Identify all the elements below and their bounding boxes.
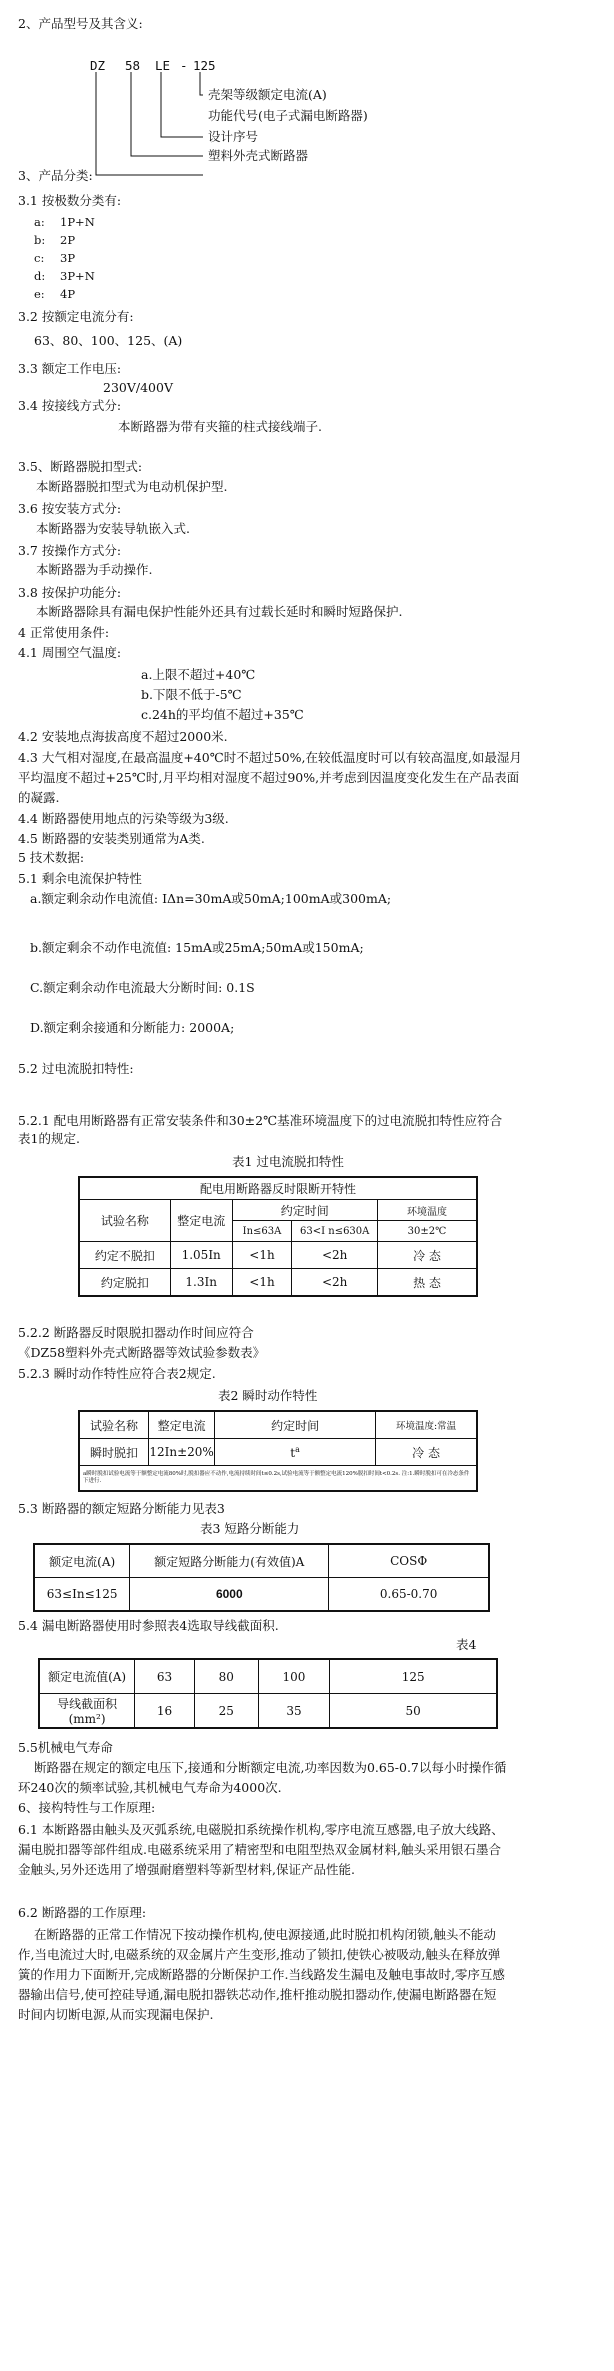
table3-caption: 表3 短路分断能力 (200, 1521, 300, 1536)
table1-r1-ta: <1h (232, 1242, 292, 1269)
table3-r1-cos: 0.65-0.70 (329, 1578, 489, 1612)
table1-r2-state: 热 态 (378, 1269, 478, 1297)
model-part-dz: DZ (90, 58, 106, 73)
table1-r1-name: 约定不脱扣 (79, 1242, 170, 1269)
pole-key-c: c: (34, 251, 45, 265)
pole-key-a: a: (34, 215, 45, 229)
s36-title: 3.6 按安装方式分: (18, 501, 122, 516)
table2-r1-name: 瞬时脱扣 (79, 1439, 149, 1466)
table2-caption: 表2 瞬时动作特性 (218, 1388, 318, 1403)
table-row (79, 1269, 477, 1297)
s32-body: 63、80、100、125、(A) (34, 333, 183, 348)
s53-text: 5.3 断路器的额定短路分断能力见表3 (18, 1501, 225, 1516)
model-part-58: 58 (125, 58, 141, 73)
table2-col-test: 试验名称 (79, 1411, 149, 1439)
table3-r1-capacity: 6000 (130, 1578, 329, 1612)
table1-r2-cur: 1.3In (170, 1269, 232, 1297)
table2-time-footnote-mark: a (295, 1444, 300, 1454)
s51-title: 5.1 剩余电流保护特性 (18, 871, 142, 886)
s522-text: 5.2.2 断路器反时限脱扣器动作时间应符合 (18, 1325, 254, 1340)
table1-r1-state: 冷 态 (378, 1242, 478, 1269)
table4-area-25: 25 (194, 1694, 258, 1729)
table2-r1-time (215, 1439, 376, 1466)
model-legend-design-number: 设计序号 (208, 129, 259, 144)
table1-sub-b: 63<I n≤630A (292, 1221, 378, 1242)
table2-col-current: 整定电流 (149, 1411, 215, 1439)
pole-value-a: 1P+N (60, 215, 95, 229)
s55-line-2: 环240次的频率试验,其机械电气寿命为4000次. (18, 1780, 282, 1795)
section-6-heading: 6、接构特性与工作原理: (18, 1800, 156, 1815)
table4-area-35: 35 (258, 1694, 330, 1729)
s33-body: 230V/400V (103, 380, 173, 395)
pole-value-c: 3P (60, 251, 76, 265)
table2-col-time: 约定时间 (215, 1411, 376, 1439)
model-part-dash: - (180, 58, 188, 73)
table1-col-current: 整定电流 (170, 1200, 232, 1242)
table1 (78, 1176, 478, 1297)
temp-upper-limit: a.上限不超过+40℃ (141, 667, 256, 682)
s37-title: 3.7 按操作方式分: (18, 543, 122, 558)
table1-r2-tb: <2h (292, 1269, 378, 1297)
section-5-heading: 5 技术数据: (18, 850, 85, 865)
s43-line-2: 平均温度不超过+25℃时,月平均相对湿度不超过90%,并考虑到因温度变化发生在产品表面 (18, 770, 520, 785)
table4-caption: 表4 (456, 1637, 477, 1652)
s521-line-1: 5.2.1 配电用断路器有正常安装条件和30±2℃基准环境温度下的过电流脱扣特性应符合 (18, 1113, 503, 1128)
s51c-text: C.额定剩余动作电流最大分断时间: 0.1S (30, 980, 255, 995)
model-part-le: LE (155, 58, 171, 73)
s43-line-1: 4.3 大气相对湿度,在最高温度+40℃时不超过50%,在较低温度时可以有较高温度,如最湿月 (18, 750, 522, 765)
pole-key-b: b: (34, 233, 46, 247)
s41-title: 4.1 周围空气温度: (18, 645, 122, 660)
table-row (34, 1578, 489, 1612)
table4-area-50: 50 (330, 1694, 497, 1729)
s32-title: 3.2 按额定电流分有: (18, 309, 134, 324)
table2 (78, 1410, 478, 1492)
s51a-text: a.额定剩余动作电流值: IΔn=30mA或50mA;100mA或300mA; (30, 891, 392, 906)
s38-title: 3.8 按保护功能分: (18, 585, 122, 600)
table-row (79, 1242, 477, 1269)
table4 (38, 1658, 498, 1729)
s51b-text: b.额定剩余不动作电流值: 15mA或25mA;50mA或150mA; (30, 940, 364, 955)
table3-head-cos: COSΦ (329, 1544, 489, 1578)
table2-r1-state: 冷 态 (376, 1439, 477, 1466)
table4-current-100: 100 (258, 1659, 330, 1694)
pole-value-d: 3P+N (60, 269, 95, 283)
s34-title: 3.4 按接线方式分: (18, 398, 122, 413)
s62-line-4: 器输出信号,使可控硅导通,漏电脱扣器铁芯动作,推杆推动脱扣器动作,使漏电断路器在短 (18, 1987, 497, 2002)
table1-sub-env: 30±2℃ (378, 1221, 478, 1242)
table-row (39, 1659, 497, 1694)
model-part-125: 125 (193, 58, 216, 73)
s62-line-1: 在断路器的正常工作情况下按动操作机构,使电源接通,此时脱扣机构闭锁,触头不能动 (34, 1927, 496, 1942)
s61-line-1: 6.1 本断路器由触头及灭弧系统,电磁脱扣系统操作机构,零序电流互感器,电子放大线路、 (18, 1822, 504, 1837)
table1-r2-name: 约定脱扣 (79, 1269, 170, 1297)
s33-title: 3.3 额定工作电压: (18, 361, 122, 376)
table1-r1-cur: 1.05In (170, 1242, 232, 1269)
s61-line-2: 漏电脱扣器等部件组成.电磁系统采用了精密型和电阻型热双金属材料,触头采用银石墨合 (18, 1842, 501, 1857)
table1-r1-tb: <2h (292, 1242, 378, 1269)
model-legend-rated-current: 壳架等级额定电流(A) (208, 87, 327, 102)
s44-text: 4.4 断路器使用地点的污染等级为3级. (18, 811, 229, 826)
table1-caption: 表1 过电流脱扣特性 (232, 1154, 344, 1169)
section-2-heading: 2、产品型号及其含义: (18, 16, 143, 31)
s62-title: 6.2 断路器的工作原理: (18, 1905, 147, 1920)
section-3-heading: 3、产品分类: (18, 168, 93, 183)
s45-text: 4.5 断路器的安装类别通常为A类. (18, 831, 205, 846)
s55-title: 5.5机械电气寿命 (18, 1740, 113, 1755)
pole-key-d: d: (34, 269, 46, 283)
pole-value-b: 2P (60, 233, 76, 247)
s52-title: 5.2 过电流脱扣特性: (18, 1061, 134, 1076)
section-4-heading: 4 正常使用条件: (18, 625, 110, 640)
s54-text: 5.4 漏电断路器使用时参照表4选取导线截面积. (18, 1618, 279, 1633)
table1-sub-a: In≤63A (232, 1221, 292, 1242)
s37-body: 本断路器为手动操作. (36, 562, 153, 577)
s62-line-5: 时间内切断电源,从而实现漏电保护. (18, 2007, 214, 2022)
table1-head-title: 配电用断路器反时限断开特性 (79, 1177, 477, 1200)
table2-footnote: a瞬时脱扣试验电流等于额整定电流80%时,脱扣器应不动作,电流持续时间t≤0.2s,试验电流等于额整定电流120%脱扣时间t<0.2s. 注:1.瞬时脱扣可在冷态条件下进行. (79, 1466, 477, 1492)
table4-area-16: 16 (135, 1694, 195, 1729)
s522-doc-title: 《DZ58塑料外壳式断路器等效试验参数表》 (18, 1345, 266, 1360)
temp-lower-limit: b.下限不低于-5℃ (141, 687, 242, 702)
model-legend-function-code: 功能代号(电子式漏电断路器) (208, 108, 368, 123)
table3-head-capacity: 额定短路分断能力(有效值)A (130, 1544, 329, 1578)
s523-text: 5.2.3 瞬时动作特性应符合表2规定. (18, 1366, 216, 1381)
model-legend-mccb: 塑料外壳式断路器 (208, 148, 309, 163)
table2-col-env: 环境温度:常温 (376, 1411, 477, 1439)
table4-label-area: 导线截面积 (mm²) (39, 1694, 135, 1729)
s51d-text: D.额定剩余接通和分断能力: 2000A; (30, 1020, 235, 1035)
table3 (33, 1543, 490, 1612)
s36-body: 本断路器为安装导轨嵌入式. (36, 521, 190, 536)
pole-key-e: e: (34, 287, 45, 301)
table-row (39, 1694, 497, 1729)
table1-col-test: 试验名称 (79, 1200, 170, 1242)
table4-current-125: 125 (330, 1659, 497, 1694)
s62-line-2: 作,当电流过大时,电磁系统的双金属片产生变形,推动了锁扣,使铁心被吸动,触头在释放弹 (18, 1947, 501, 1962)
s55-line-1: 断路器在规定的额定电压下,接通和分断额定电流,功率因数为0.65-0.7以每小时操作循 (34, 1760, 507, 1775)
s521-line-2: 表1的规定. (18, 1131, 80, 1146)
s35-body: 本断路器脱扣型式为电动机保护型. (36, 479, 228, 494)
table2-time-symbol: t (290, 1445, 296, 1460)
table4-label-current: 额定电流值(A) (39, 1659, 135, 1694)
table4-current-80: 80 (194, 1659, 258, 1694)
s35-title: 3.5、断路器脱扣型式: (18, 459, 143, 474)
table4-current-63: 63 (135, 1659, 195, 1694)
table1-r2-ta: <1h (232, 1269, 292, 1297)
table-row (79, 1439, 477, 1466)
table2-r1-cur: 12In±20% (149, 1439, 215, 1466)
s42-text: 4.2 安装地点海拔高度不超过2000米. (18, 729, 228, 744)
temp-24h-average: c.24h的平均值不超过+35℃ (141, 707, 304, 722)
s38-body: 本断路器除具有漏电保护性能外还具有过载长延时和瞬时短路保护. (36, 604, 403, 619)
s43-line-3: 的凝露. (18, 790, 60, 805)
table1-col-env: 环境温度 (378, 1200, 478, 1221)
s62-line-3: 簧的作用力下面断开,完成断路器的分断保护工作.当线路发生漏电及触电事故时,零序互感 (18, 1967, 505, 1982)
pole-value-e: 4P (60, 287, 76, 301)
table3-head-current: 额定电流(A) (34, 1544, 130, 1578)
s61-line-3: 金触头,另外还选用了增强耐磨塑料等新型材料,保证产品性能. (18, 1862, 355, 1877)
s34-body: 本断路器为带有夹箍的柱式接线端子. (118, 419, 322, 434)
s31-title: 3.1 按极数分类有: (18, 193, 122, 208)
table1-col-time: 约定时间 (232, 1200, 377, 1221)
table3-r1-current: 63≤In≤125 (34, 1578, 130, 1612)
